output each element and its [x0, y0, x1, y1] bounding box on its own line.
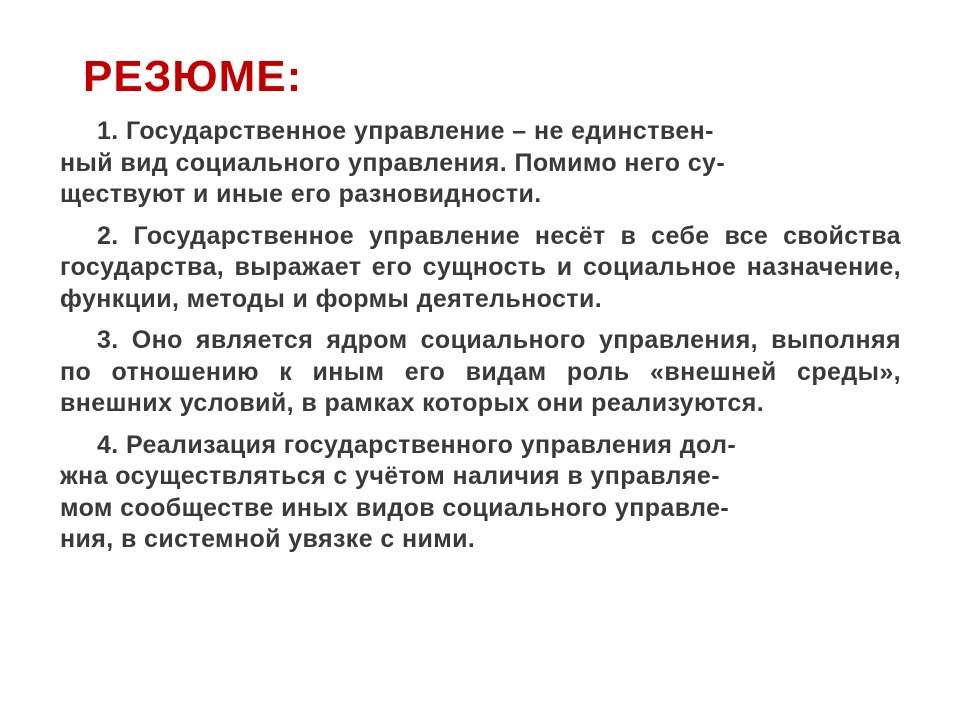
slide-title: РЕЗЮМЕ:	[83, 52, 303, 101]
paragraph-1: 1. Государственное управление – не единствен- ный вид социального управления. Помимо него су- ществуют и иные его разновидности.	[60, 117, 726, 208]
paragraph-3: 3. Оно является ядром социального управления, выполняя по отношению к иным его видам роль «внешней среды», внешних условий, в рамках которых они реализуются.	[60, 326, 901, 417]
slide-body	[60, 116, 901, 566]
paragraph-2: 2. Государственное управление несёт в себе все свойства государства, выражает его сущность и социальное назначение, функции, методы и формы деятельности.	[60, 221, 901, 313]
paragraph-4: 4. Реализация государственного управления дол- жна осуществляться с учётом наличия в управляе- мом сообществе иных видов социального управле- ния, в системной увязке с ними.	[60, 430, 737, 553]
